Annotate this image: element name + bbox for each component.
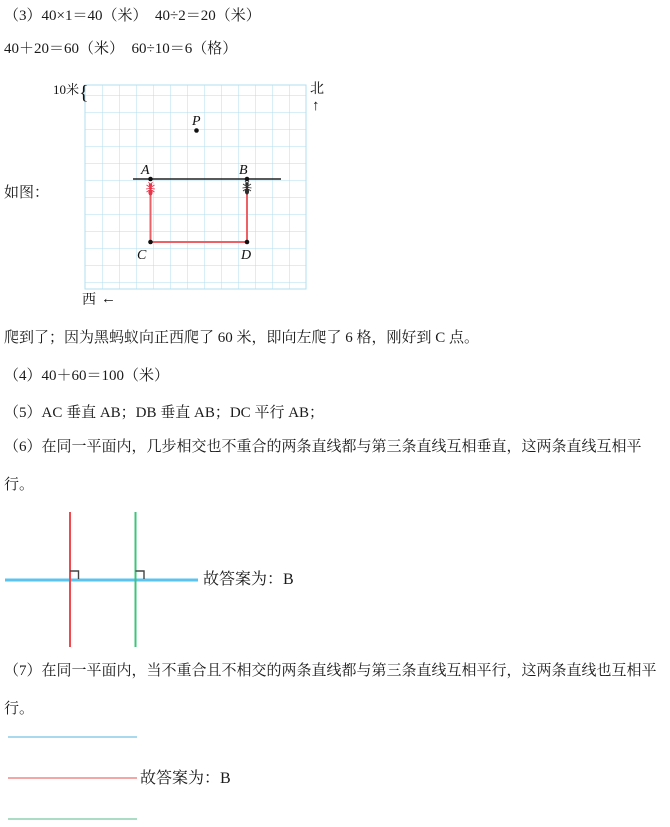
equation-line-3: （3）40×1＝40（米） 40÷2＝20（米）: [4, 8, 261, 24]
right-angle-mark-right: [136, 571, 145, 579]
grid-map-figure: [0, 78, 340, 310]
label-c: C: [137, 248, 147, 263]
dot-c: [148, 240, 153, 245]
dot-d: [245, 240, 250, 245]
right-angle-mark-left: [70, 571, 79, 579]
para-crawl: 爬到了；因为黑蚂蚁向正西爬了 60 米，即向左爬了 6 格，刚好到 C 点。: [4, 330, 480, 346]
label-b: B: [239, 163, 248, 178]
label-d: D: [241, 248, 252, 263]
parallel-line-green: [8, 818, 137, 820]
equation-line-4: （4）40＋60＝100（米）: [4, 368, 170, 384]
west-label: 西: [82, 293, 96, 308]
equation-line-3b: 40＋20＝60（米） 60÷10＝6（格）: [4, 41, 238, 57]
north-arrow-icon: ↑: [312, 98, 320, 114]
label-a: A: [141, 163, 150, 178]
answer-6: 故答案为：B: [203, 571, 294, 588]
west-arrow-icon: ←: [101, 291, 116, 307]
figure-caption: 如图：: [4, 185, 50, 201]
parallel-line-pink: [8, 777, 137, 779]
scale-brace: {: [79, 82, 89, 104]
label-p: P: [192, 114, 201, 129]
para-6: （6）在同一平面内，几步相交也不重合的两条直线都与第三条直线互相垂直，这两条直线互相平行。: [4, 439, 642, 493]
para-7: （7）在同一平面内，当不重合且不相交的两条直线都与第三条直线互相平行，这两条直线也互相平行。: [4, 663, 657, 717]
scale-label: 10米: [52, 82, 79, 97]
right-angle-marks: [70, 571, 144, 579]
answer-7: 故答案为：B: [140, 770, 231, 787]
north-label: 北: [310, 82, 324, 97]
statement-line-5: （5）AC 垂直 AB；DB 垂直 AB；DC 平行 AB；: [4, 405, 325, 421]
parallel-line-blue: [8, 736, 137, 738]
